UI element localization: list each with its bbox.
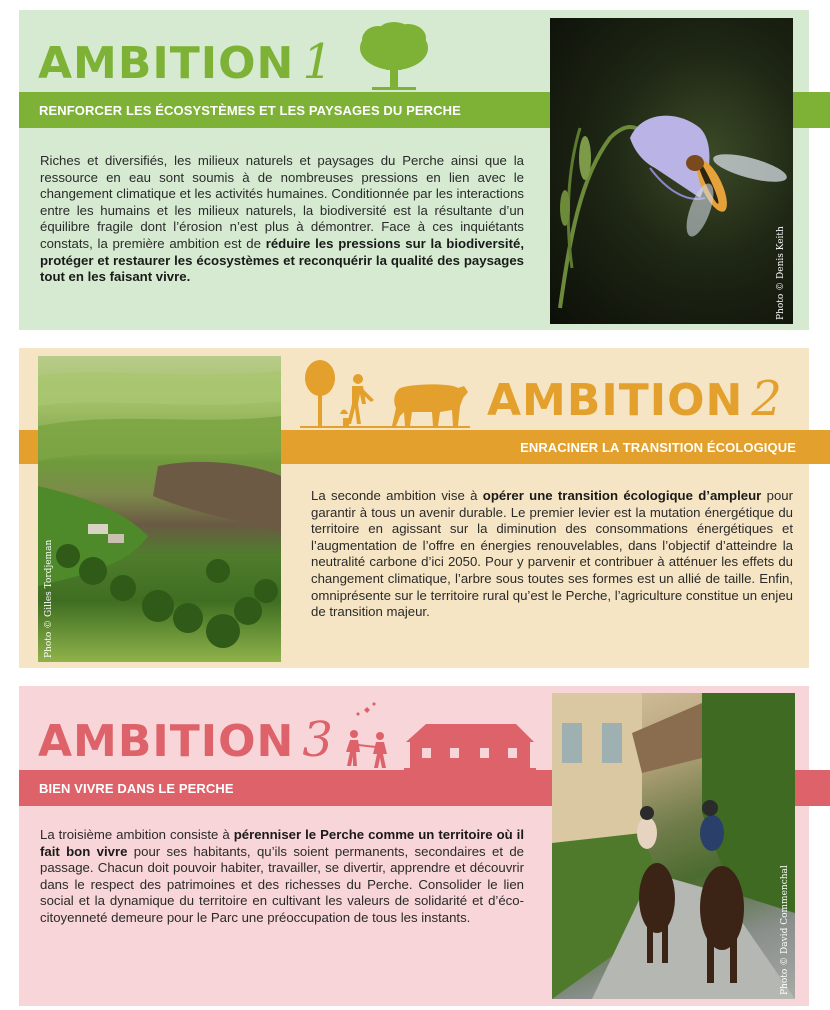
ambition-3-text: La troisième ambition consiste à pérenniser le Perche comme un territoire où il fait bon vivre pour ses habitants, qu’ils soient permanents, secondaires et de passage. Chacun doit pouvoir habiter, travailler, se divertir, apprendre et découvrir dans le respect des patrimoines et des richesses du Perche. Consolider le lien social et la dynamique du territoire en cultivant les valeurs de solidarité et d’éco-citoyenneté demeure pour le Parc une préoccupation de tous les instants.	[40, 827, 525, 925]
horse-riders-photo	[552, 693, 795, 999]
ambition-3-title: AMBITION 3	[38, 712, 334, 768]
countryside-illustration	[38, 356, 281, 662]
bellflower-photo	[550, 18, 793, 324]
bellflower-illustration	[550, 18, 793, 324]
ambition-2-title: AMBITION 2	[487, 371, 783, 427]
horse-riders-illustration	[552, 693, 795, 999]
ambition-2-photo-credit: Photo © Gilles Tordjeman	[44, 539, 54, 658]
ambition-2-subtitle: ENRACINER LA TRANSITION ÉCOLOGIQUE	[520, 440, 796, 455]
ambition-1-subtitle: RENFORCER LES ÉCOSYSTÈMES ET LES PAYSAGES DU PERCHE	[39, 103, 461, 118]
ambition-1-title: AMBITION 1	[38, 34, 334, 90]
ambition-1-text: Riches et diversifiés, les milieux naturels et paysages du Perche ainsi que la ressource en eau sont soumis à de nombreuses pressions en lien avec le changement climatique et les activités humaines. Conditionnée par les interactions entre les humains et les milieux naturels, la biodiversité est la résultante d’un équilibre fragile dont l’érosion n’est plus à démontrer. Face à ces inquiétants constats, la première ambition est de réduire les pressions sur la biodiversité, protéger et restaurer les écosystèmes et reconquérir la qualité des paysages tout en les faisant vivre.	[40, 153, 524, 285]
ambition-3-subtitle: BIEN VIVRE DANS LE PERCHE	[39, 781, 234, 796]
countryside-photo	[38, 356, 281, 662]
ambition-3-photo-credit: Photo © David Commenchal	[780, 865, 790, 995]
tree-icon	[356, 22, 432, 94]
ambition-2-text: La seconde ambition vise à opérer une transition écologique d’ampleur pour garantir à tous un avenir durable. Le premier levier est la mutation énergétique du territoire en agissant sur la diminution des consommations énergétiques et l’augmentation de l’offre en énergies renouvelables, dans l’objectif d’atteindre la neutralité carbone d’ici 2050. Pour y parvenir et contribuer à atténuer les effets du changement climatique, l’arbre sous toutes ses formes est un allié de taille. Enfin, omniprésente sur le territoire rural qu’est le Perche, l’agriculture constitue un enjeu de transition majeur.	[311, 488, 793, 620]
children-house-icon	[340, 700, 536, 772]
ambition-1-photo-credit: Photo © Denis Keith	[776, 226, 786, 320]
tree-person-cow-icon	[300, 356, 470, 430]
